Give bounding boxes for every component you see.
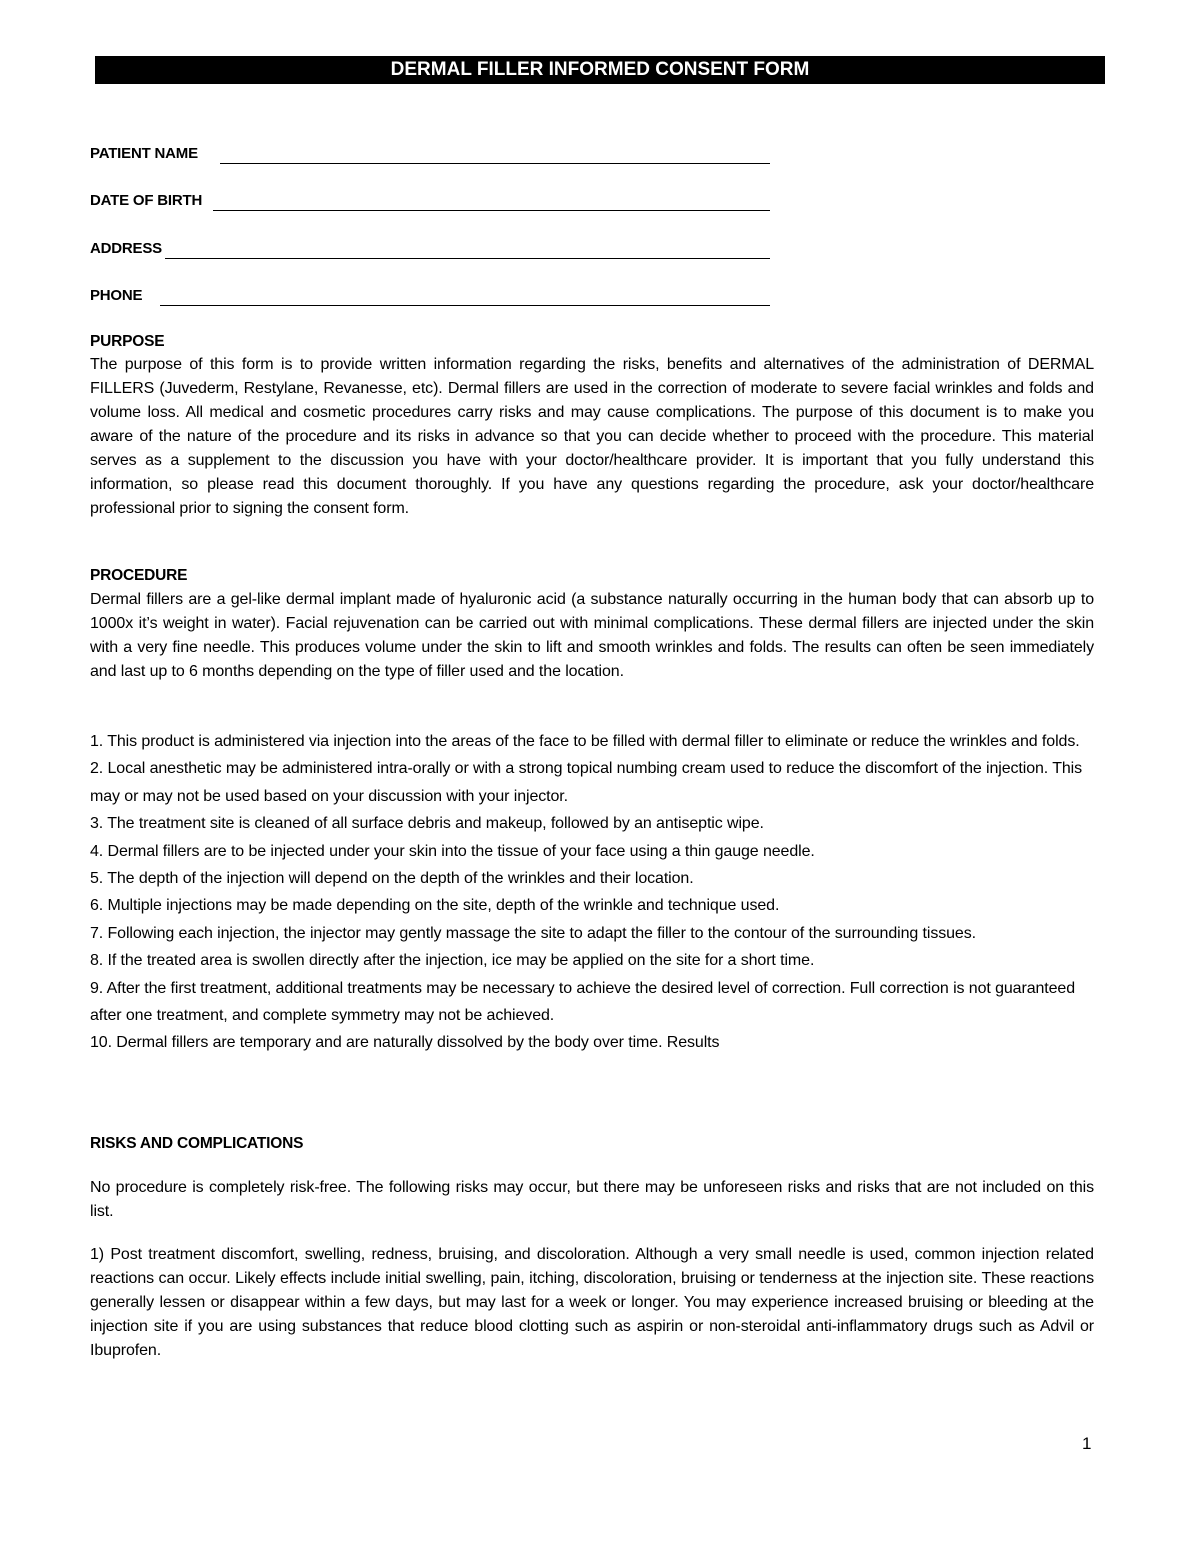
date-of-birth-label: DATE OF BIRTH — [90, 192, 203, 209]
list-item: 7. Following each injection, the injector may gently massage the site to adapt the filler to the contour of the surrounding tissues. — [90, 924, 976, 942]
list-item: 6. Multiple injections may be made depending on the site, depth of the wrinkle and technique used. — [90, 897, 780, 915]
address-field[interactable] — [90, 235, 770, 259]
list-item: 2. Local anesthetic may be administered intra-orally or with a strong topical numbing cream used to reduce the discomfort of the injection. This may or may not be used based on your discussion with your injector. — [90, 760, 1083, 805]
phone-field[interactable] — [90, 282, 770, 306]
list-item: 8. If the treated area is swollen directly after the injection, ice may be applied on the site for a short time. — [90, 952, 815, 970]
page-number: 1 — [1082, 1434, 1092, 1453]
patient-name-field[interactable] — [90, 140, 770, 164]
risks-heading: RISKS AND COMPLICATIONS — [90, 1135, 304, 1152]
patient-name-label: PATIENT NAME — [90, 145, 198, 162]
address-label: ADDRESS — [90, 240, 162, 257]
patient-name-line[interactable] — [220, 163, 770, 164]
list-item: 5. The depth of the injection will depend on the depth of the wrinkles and their location. — [90, 870, 694, 888]
list-item: 9. After the first treatment, additional treatments may be necessary to achieve the desired level of correction. Full correction is not guaranteed after one treatment, and complete symmetry may not be achieved. — [90, 979, 1076, 1025]
address-line[interactable] — [165, 258, 770, 259]
phone-line[interactable] — [160, 305, 770, 306]
procedure-paragraph: Dermal fillers are a gel-like dermal implant made of hyaluronic acid (a substance naturally occurring in the human body that can absorb up to 1000x it’s weight in water). Facial rejuvenation can be carried out with minimal complications. These dermal fillers are injected under the skin with a very fine needle. This produces volume under the skin to lift and smooth wrinkles and folds. The results can often be seen immediately and last up to 6 months depending on the type of filler used and the location. — [90, 591, 1094, 680]
purpose-paragraph: The purpose of this form is to provide written information regarding the risks, benefits and alternatives of the administration of DERMAL FILLERS (Juvederm, Restylane, Revanesse, etc). Dermal fillers are used in the correction of moderate to severe facial wrinkles and folds and volume loss. All medical and cosmetic procedures carry risks and may cause complications. The purpose of this document is to make you aware of the nature of the procedure and its risks in advance so that you can decide whether to proceed with the procedure. This material serves as a supplement to the discussion you have with your doctor/healthcare provider. It is important that you fully understand this information, so please read this document thoroughly. If you have any questions regarding the procedure, ask your doctor/healthcare professional prior to signing the consent form. — [90, 356, 1094, 517]
form-title: DERMAL FILLER INFORMED CONSENT FORM — [95, 56, 1105, 84]
phone-label: PHONE — [90, 287, 143, 304]
purpose-heading: PURPOSE — [90, 333, 165, 350]
list-item: 10. Dermal fillers are temporary and are naturally dissolved by the body over time. Results — [90, 1034, 720, 1052]
list-item: 3. The treatment site is cleaned of all surface debris and makeup, followed by an antiseptic wipe. — [90, 815, 764, 833]
procedure-steps-list — [90, 728, 1094, 1057]
list-item: 1. This product is administered via injection into the areas of the face to be filled with dermal filler to eliminate or reduce the wrinkles and folds. — [90, 733, 1080, 750]
date-of-birth-line[interactable] — [213, 210, 770, 211]
date-of-birth-field[interactable] — [90, 187, 770, 211]
list-item: 4. Dermal fillers are to be injected under your skin into the tissue of your face using a thin gauge needle. — [90, 842, 815, 860]
risk-item-1-paragraph: 1) Post treatment discomfort, swelling, redness, bruising, and discoloration. Although a very small needle is used, common injection related reactions can occur. Likely effects include initial swelling, pain, itching, discoloration, bruising or tenderness at the injection site. These reactions generally lessen or disappear within a few days, but may last for a week or longer. You may experience increased bruising or bleeding at the injection site if you are using substances that reduce blood clotting such as aspirin or non-steroidal anti-inflammatory drugs such as Advil or Ibuprofen. — [90, 1246, 1094, 1359]
risks-intro-paragraph: No procedure is completely risk-free. The following risks may occur, but there may be unforeseen risks and risks that are not included on this list. — [90, 1179, 1094, 1220]
procedure-heading: PROCEDURE — [90, 567, 188, 584]
